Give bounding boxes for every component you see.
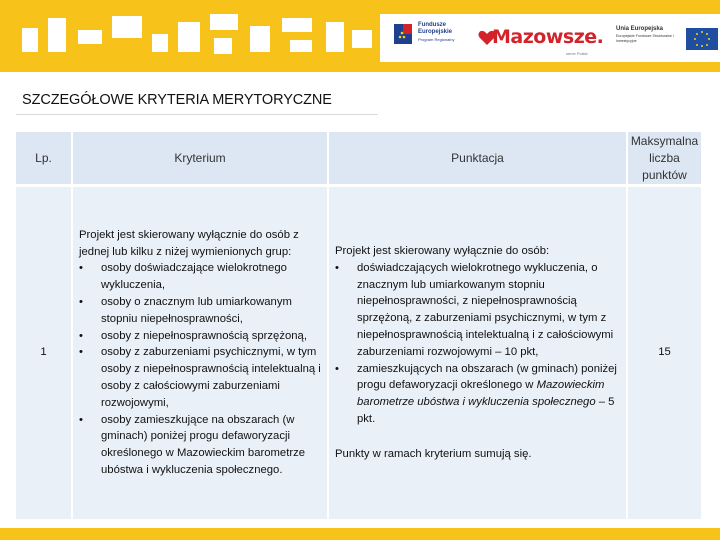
page-title: SZCZEGÓŁOWE KRYTERIA MERYTORYCZNE [22,92,332,108]
item2-text-a: zamieszkujących na obszarach (w gminach) poniżej progu defaworyzacji określonego w [357,362,617,392]
logo-panel [380,14,720,62]
header-punktacja: Punktacja [328,132,627,186]
eu-star-icon [701,31,703,33]
banner-decoration-shape [48,18,66,52]
eu-star-icon [701,45,703,47]
eu-star-icon [706,44,708,46]
header-max-points: Maksymalna liczba punktów [627,132,701,186]
row-max-points: 15 [627,186,701,519]
banner-decoration-shape [112,16,142,38]
banner-decoration-shape [282,18,312,32]
table-header-row [16,132,701,186]
banner-decoration-shape [152,34,168,52]
list-item: • osoby zamieszkujące na obszarach (w gminach) poniżej progu defaworyzacji określonego w Mazowieckim barometrze ubóstwa i wykluczenia społecznego. [79,412,321,479]
fundusze-logo-name [418,22,452,36]
criteria-table [16,132,701,519]
ue-logo-sub: Europejskie Fundusze Strukturalne i Inwestycyjne [616,34,674,43]
kryterium-list [79,260,321,478]
fundusze-europejskie-icon [392,22,414,46]
banner-decoration-shape [178,22,200,52]
list-item [335,361,620,428]
punktacja-list [335,260,620,428]
banner-decoration-shape [352,30,372,48]
bottom-banner [0,528,720,540]
eu-star-icon [708,38,710,40]
eu-star-icon [706,33,708,35]
banner-decoration-shape [214,38,232,54]
punktacja-intro: Projekt jest skierowany wyłącznie do osób: [335,244,550,257]
list-item: • osoby doświadczające wielokrotnego wykluczenia, [79,260,321,294]
banner-decoration-shape [290,40,312,52]
list-item: • doświadczających wielokrotnego wykluczenia, o znacznym lub umiarkowanym stopniu niepełnosprawności, z niepełnosprawnością sprzężoną, z zaburzeniami psychicznymi, w tym z niepełnosprawnością intelektualną i z całościowymi zaburzeniami rozwojowymi – 10 pkt, [335,260,620,361]
row-lp: 1 [16,186,72,519]
header-kryterium: Kryterium [72,132,328,186]
item2-text-b: – 5 pkt. [357,396,615,425]
eu-star-icon [696,33,698,35]
unia-europejska-logo [616,24,716,54]
banner-decoration-shape [326,22,344,52]
fundusze-logo-sub: Program Regionalny [418,37,455,42]
fundusze-line1: Fundusze [418,22,446,28]
eu-star-icon [696,44,698,46]
row-punktacja [328,186,627,519]
item2-text-italic: Mazowieckim barometrze ubóstwa i wykluczenia społecznego [357,379,605,409]
list-item: • osoby o znacznym lub umiarkowanym stopniu niepełnosprawności, [79,294,321,328]
row-kryterium [72,186,328,519]
banner-decoration-shape [210,14,238,30]
mazowsze-wordmark: Mazowsze. [492,26,604,48]
banner-decoration-shape [78,30,102,44]
banner-decoration-shape [250,26,270,52]
list-item: • osoby z zaburzeniami psychicznymi, w tym osoby z niepełnosprawnością intelektualną i osoby z całościowymi zaburzeniami rozwojowymi, [79,344,321,411]
eu-flag-icon [686,28,718,50]
kryterium-intro: Projekt jest skierowany wyłącznie do osób z jednej lub kilku z niżej wymienionych grup: [79,228,299,258]
top-banner [0,0,720,72]
ue-logo-title: Unia Europejska [616,26,664,32]
fundusze-line2: Europejskie [418,29,453,35]
header-lp: Lp. [16,132,72,186]
mazowsze-tagline: serce Polski [566,51,588,56]
banner-decoration-shape [22,28,38,52]
list-item: • osoby z niepełnosprawnością sprzężoną, [79,328,321,345]
punktacja-summary: Punkty w ramach kryterium sumują się. [335,447,532,460]
title-divider [16,114,378,115]
table-row [16,186,701,519]
mazowsze-logo [478,26,604,56]
eu-star-icon [694,38,696,40]
